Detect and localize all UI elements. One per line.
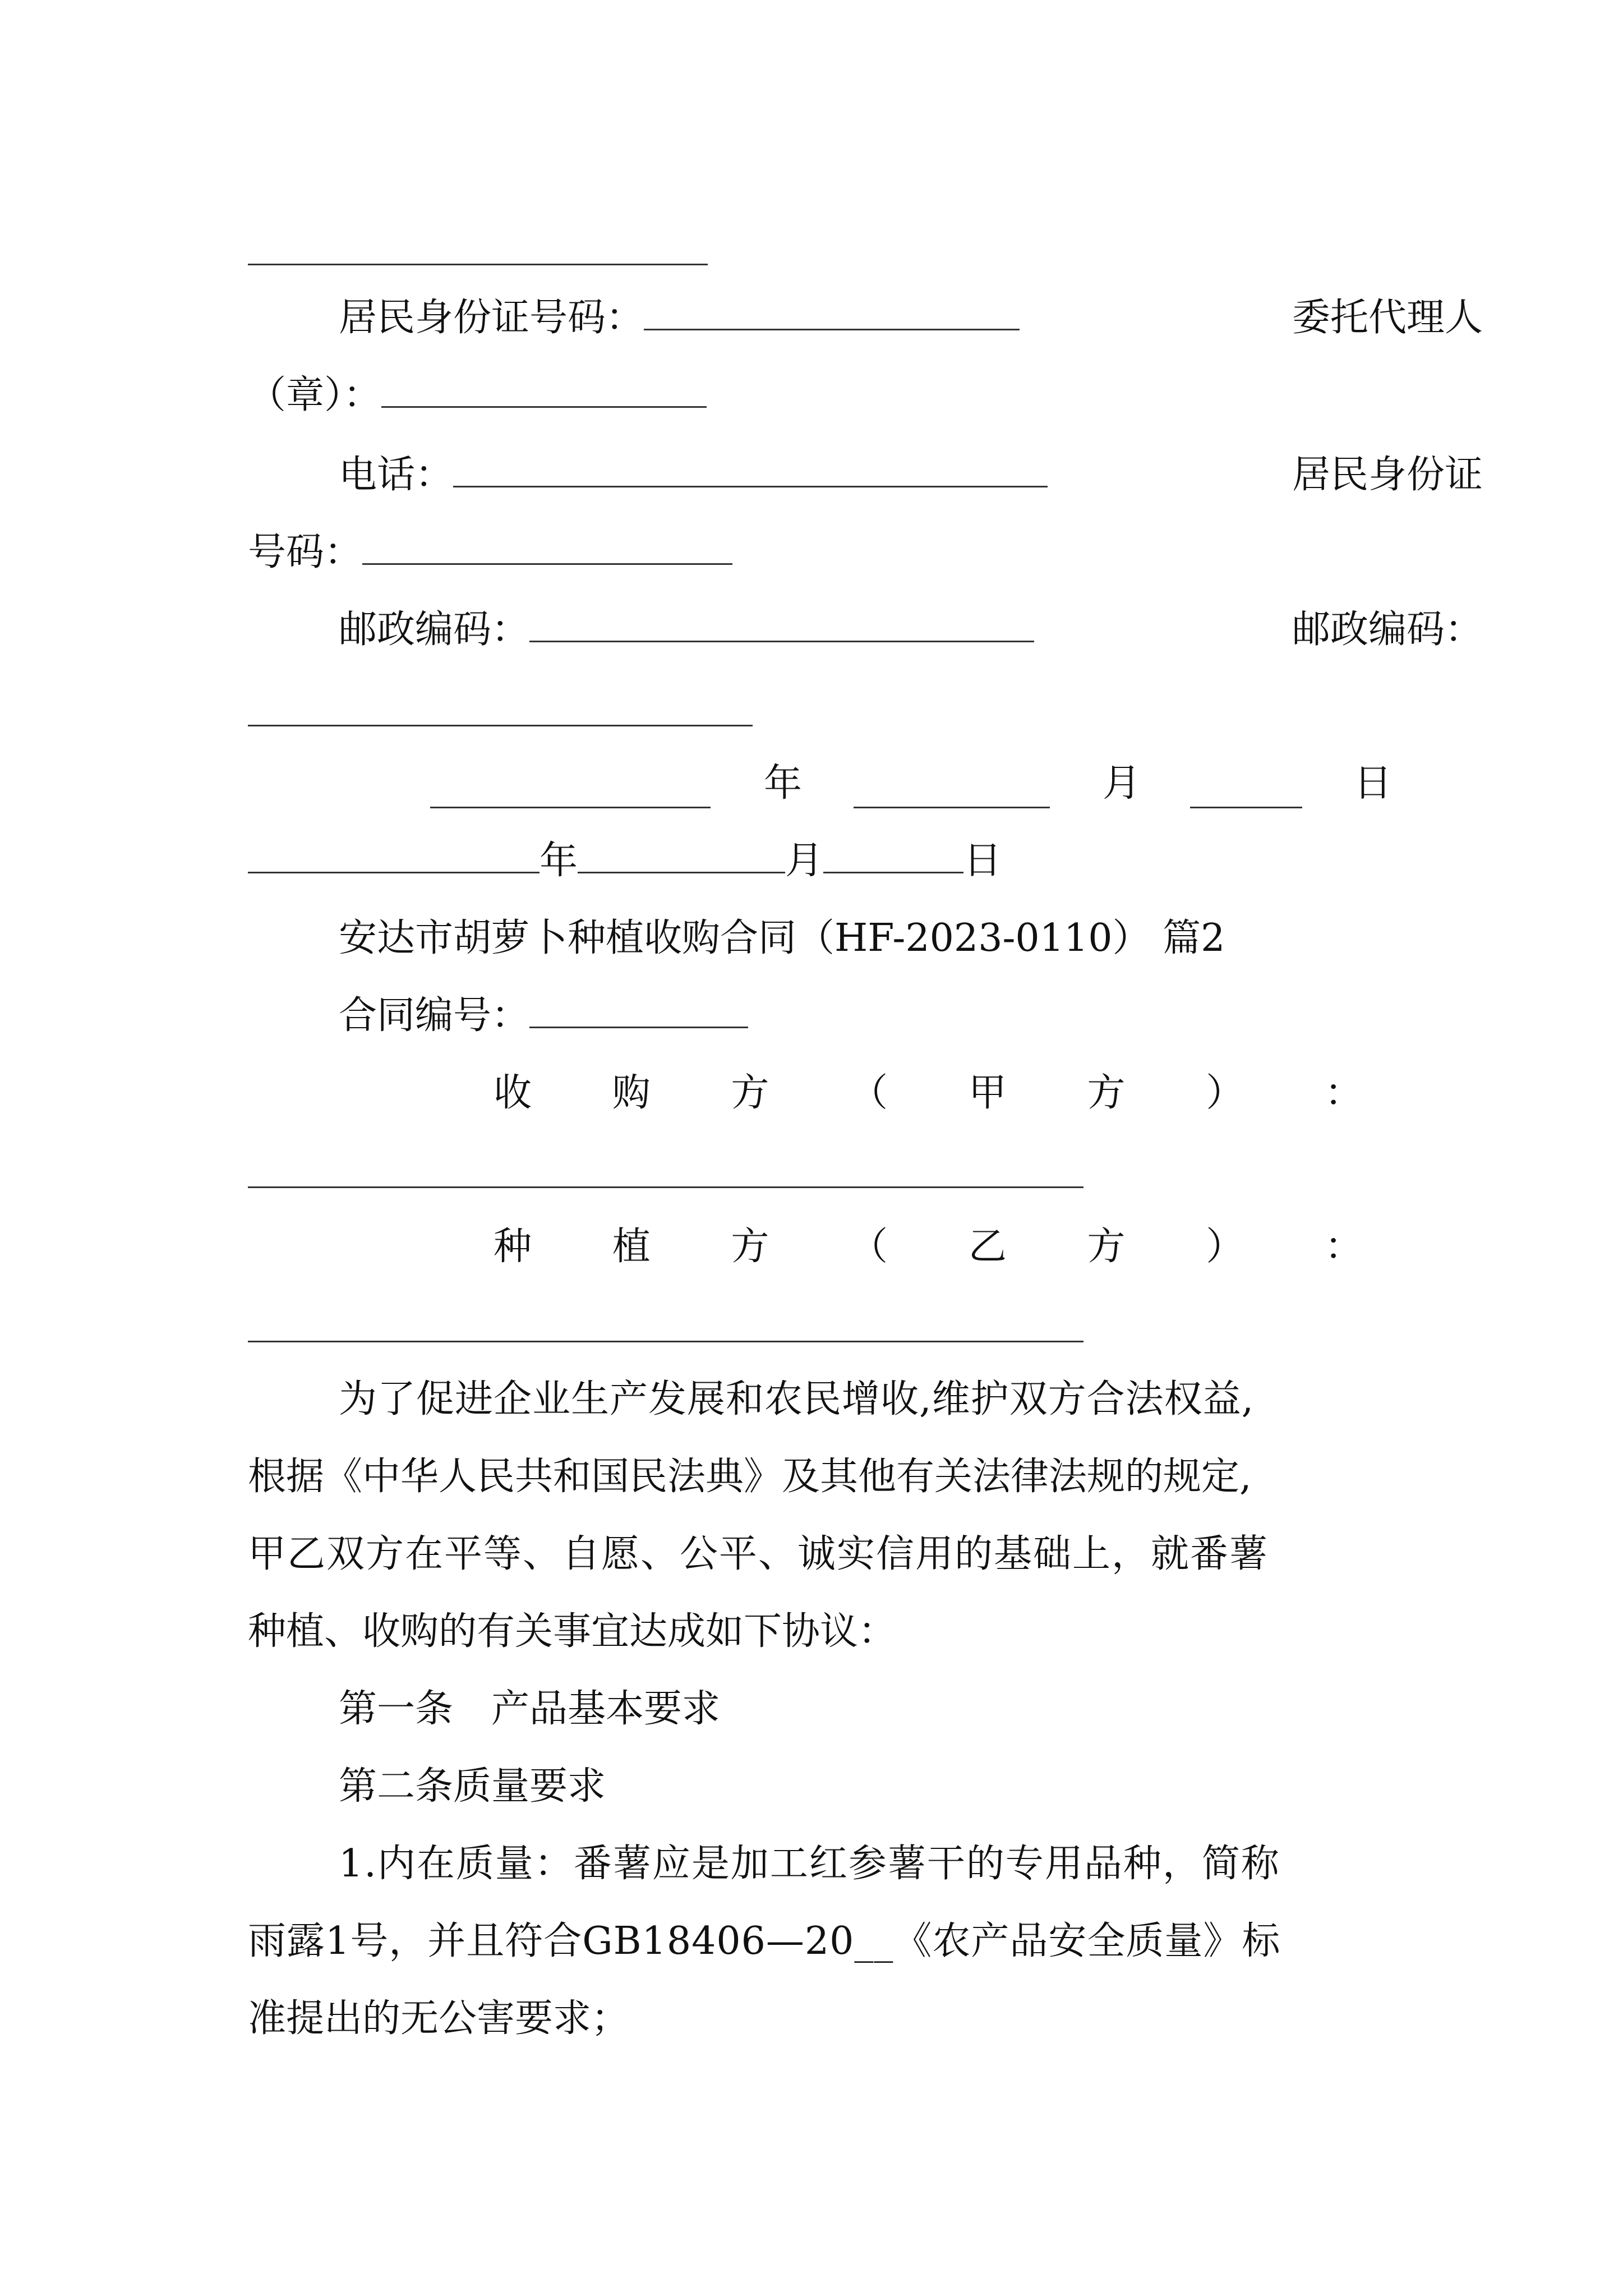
grower-party-row (494, 1216, 1363, 1278)
postcode-blank-right[interactable] (248, 725, 753, 726)
grower-char: 乙 (968, 1225, 1007, 1269)
grower-char: 方 (731, 1225, 769, 1269)
contract-number-row (248, 985, 1483, 1047)
clause-line: 准提出的无公害要求； (248, 1996, 630, 2041)
grower-char: ： (1324, 1225, 1363, 1269)
intro-line: 种植、收购的有关事宜达成如下协议： (248, 1609, 897, 1654)
day-label: 日 (1353, 761, 1392, 806)
day-blank[interactable] (823, 838, 963, 873)
id-number-blank[interactable] (644, 295, 1020, 330)
form-row-id-cont (248, 522, 1392, 583)
month-label: 月 (1103, 761, 1141, 806)
buyer-char: 甲 (968, 1071, 1007, 1115)
contract-title: 安达市胡萝卜种植收购合同（HF-2023-0110） 篇2 (339, 916, 1225, 960)
grower-char: 植 (612, 1225, 651, 1269)
clause-line: 雨露1号，并且符合GB18406—20__《农产品安全质量》标 (248, 1919, 1281, 1963)
buyer-char: （ (850, 1071, 888, 1115)
form-row-seal (248, 365, 1392, 426)
month-blank[interactable] (578, 838, 785, 873)
blank-line (248, 264, 708, 265)
form-row-id-agent (248, 287, 1483, 349)
buyer-char: 购 (612, 1071, 651, 1115)
grower-char: （ (850, 1225, 888, 1269)
buyer-char: ） (1206, 1071, 1244, 1115)
month-blank[interactable] (854, 753, 1050, 808)
year-label: 年 (540, 839, 578, 883)
buyer-char: 方 (1087, 1071, 1126, 1115)
intro-line: 为了促进企业生产发展和农民增收,维护双方合法权益, (339, 1377, 1255, 1421)
intro-line: 甲乙双方在平等、自愿、公平、诚实信用的基础上，就番薯 (248, 1532, 1269, 1576)
buyer-char: ： (1324, 1071, 1363, 1115)
grower-blank[interactable] (248, 1341, 1083, 1342)
clause-line: 1.内在质量：番薯应是加工红参薯干的专用品种，简称 (339, 1842, 1280, 1886)
year-blank[interactable] (248, 838, 540, 873)
form-row-phone (248, 444, 1483, 506)
article-heading: 第一条 产品基本要求 (339, 1687, 721, 1731)
day-label: 日 (963, 839, 1002, 883)
buyer-char: 方 (731, 1071, 769, 1115)
id-number-label: 居民身份证号码： (339, 296, 644, 340)
contract-number-blank[interactable] (529, 993, 748, 1028)
year-blank[interactable] (430, 753, 711, 808)
phone-label: 电话： (339, 453, 454, 497)
postcode-label: 邮政编码： (339, 608, 530, 652)
date-row-compact (248, 830, 1392, 892)
buyer-char: 收 (494, 1071, 532, 1115)
grower-char: ） (1206, 1225, 1244, 1269)
id-blank[interactable] (362, 530, 732, 565)
postcode-label-right: 邮政编码： (1292, 608, 1483, 652)
buyer-blank[interactable] (248, 1186, 1083, 1188)
intro-line: 根据《中华人民共和国民法典》及其他有关法律法规的规定, (248, 1455, 1252, 1499)
phone-blank[interactable] (453, 452, 1048, 487)
grower-char: 方 (1087, 1225, 1126, 1269)
month-label: 月 (785, 839, 824, 883)
year-label: 年 (764, 761, 803, 806)
article-heading: 第二条质量要求 (339, 1764, 606, 1809)
grower-char: 种 (494, 1225, 532, 1269)
buyer-party-row (494, 1062, 1363, 1124)
day-blank[interactable] (1190, 753, 1302, 808)
date-row-spaced (248, 753, 1392, 815)
agent-label: 委托代理人 (1292, 296, 1483, 340)
seal-label: （章）： (248, 373, 382, 417)
contract-number-label: 合同编号： (339, 993, 530, 1038)
seal-blank[interactable] (381, 372, 707, 408)
id-label-start: 居民身份证 (1292, 453, 1483, 497)
postcode-blank[interactable] (529, 607, 1034, 642)
id-label-end: 号码： (248, 530, 363, 574)
form-row-postcode (248, 599, 1483, 661)
